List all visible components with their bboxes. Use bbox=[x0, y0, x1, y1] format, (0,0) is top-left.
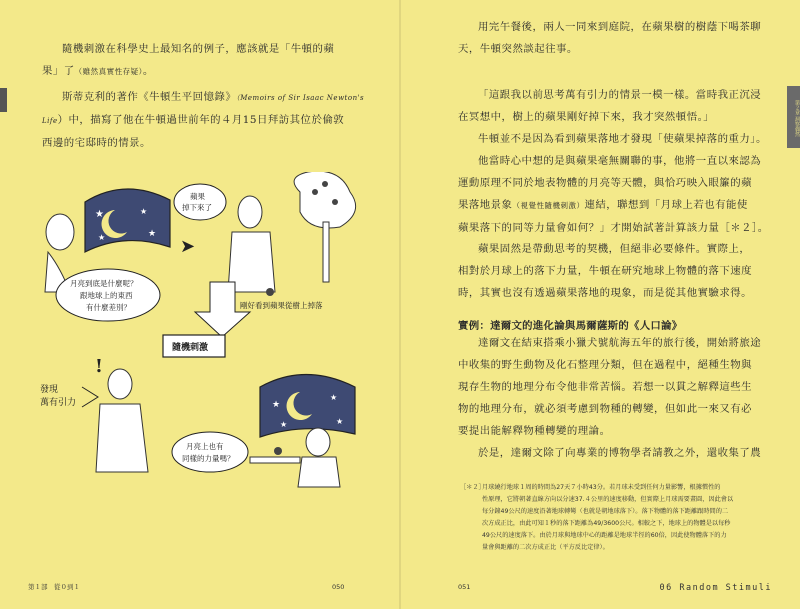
exclamation-icon: ! bbox=[95, 356, 103, 377]
right-paragraph-5: 蘋果固然是帶動思考的契機，但絕非必要條件。實際上， 相對於月球上的落下力量，牛頓在研究地球上物體的落下速度 時，其實也沒有透過蘋果落地的現象，而是從其他實驗求得。 bbox=[458, 243, 753, 299]
svg-text:隨機刺激: 隨機刺激 bbox=[172, 343, 209, 353]
left-page-number: 050 bbox=[332, 583, 345, 591]
newton-figure-discovery bbox=[108, 369, 132, 399]
left-running-section: 第１部 從０到１ bbox=[28, 583, 80, 591]
apple-icon bbox=[312, 189, 318, 195]
right-page-number: 051 bbox=[458, 583, 471, 591]
apple-tree bbox=[294, 172, 356, 228]
star-icon: ★ bbox=[140, 207, 148, 216]
footnote-label: ［＊２］ bbox=[460, 484, 485, 491]
svg-text:月亮上也有: 月亮上也有 bbox=[186, 442, 224, 451]
right-running-title: 06 Random Stimuli bbox=[659, 583, 772, 593]
star-icon: ★ bbox=[280, 420, 288, 429]
star-icon: ★ bbox=[98, 233, 106, 242]
newton-figure-left bbox=[46, 214, 74, 250]
bubble-moon bbox=[172, 432, 248, 472]
chapter-tab: 第２章 洞察偶然 bbox=[787, 86, 800, 148]
apple-icon bbox=[322, 181, 328, 187]
bubble-apple bbox=[174, 184, 226, 220]
star-icon: ★ bbox=[272, 400, 281, 410]
star-icon: ★ bbox=[148, 229, 157, 239]
svg-text:有什麼差別？: 有什麼差別？ bbox=[86, 303, 131, 312]
svg-text:跟地球上的東西: 跟地球上的東西 bbox=[80, 291, 133, 300]
newton-apple-illustration bbox=[40, 172, 390, 492]
svg-text:蘋果: 蘋果 bbox=[190, 192, 205, 201]
apple-icon bbox=[274, 447, 282, 455]
right-paragraph-4: 他當時心中想的是與蘋果毫無關聯的事，他將一直以來認為 運動原理不同於地表物體的月亮等天體，與恰巧映入眼簾的蘋 果落地景象（視覺性隨機刺激）連結，聯想到「月球上若也有能使 蘋果落下的同等力量會如何？」才開始試著計算該力量［＊２］。 bbox=[458, 155, 769, 234]
svg-text:同樣的力量嗎？: 同樣的力量嗎？ bbox=[182, 454, 235, 463]
svg-text:月亮到底是什麼呢？: 月亮到底是什麼呢？ bbox=[70, 279, 138, 288]
left-edge-tab bbox=[0, 88, 7, 112]
right-paragraph-1: 用完午餐後，兩人一同來到庭院，在蘋果樹的樹蔭下喝茶聊 天，牛頓突然談起往事。 bbox=[458, 21, 762, 55]
right-paragraph-6: 達爾文在結束搭乘小獵犬號航海五年的旅行後，開始將旅途 中收集的野生動物及化石整理分類，但在過程中，絕種生物與 現存生物的地理分布令他非常苦惱。若想一以貫之解釋這些生 物的地理分布，就必須考慮到物種的轉變，但如此一來又有必 要提出能解釋物種轉變的理論。 bbox=[458, 337, 762, 437]
night-sky-panel-top bbox=[85, 189, 170, 252]
svg-text:發現: 發現 bbox=[40, 385, 59, 395]
star-icon: ★ bbox=[95, 209, 104, 220]
apple-icon bbox=[332, 199, 338, 205]
star-icon: ★ bbox=[330, 393, 338, 402]
right-paragraph-7: 於是，達爾文除了向專業的博物學者請教之外，還收集了農 bbox=[478, 447, 762, 459]
section-heading: 實例：達爾文的進化論與馬爾薩斯的《人口論》 bbox=[458, 320, 683, 332]
svg-text:萬有引力: 萬有引力 bbox=[40, 398, 77, 408]
table bbox=[250, 457, 300, 463]
left-paragraph-1: 隨機刺激在科學史上最知名的例子，應該就是「牛頓的蘋 果」了（雖然真實性存疑）。 bbox=[42, 43, 335, 77]
footnote: ［＊２］ 月球繞行地球１周的時間為27天７小時43分。若月球未受到任何力量影響，根據慣性的 性原理，它將朝著直線方向以分速37.４公里的速度移動，但實際上月球需要畫圓，因此會以 每分鐘49公尺的速度沿著地球轉彎（也就是朝地球落下）。落下物體的落下距離跟時間的二 次方成正比，由此可知１秒的落下距離為49/3600公尺。相較之下，地球上的物體是以每秒 49公尺的速度落下。由於月球與地球中心的距離是地球半徑的60倍，因此使物體落下的力 量會與距離的二次方成正比（平方反比定律）。 bbox=[460, 484, 734, 551]
star-icon: ★ bbox=[336, 417, 344, 426]
svg-text:掉下來了: 掉下來了 bbox=[182, 203, 212, 212]
stukeley-figure bbox=[306, 428, 330, 456]
falling-apple-icon bbox=[266, 288, 274, 296]
newton-figure-tree bbox=[238, 196, 262, 228]
left-paragraph-2: 斯蒂克利的著作《牛頓生平回憶錄》（Memoirs of Sir Isaac Newton's Life）中，描寫了他在牛頓過世前年的４月15日拜訪其位於倫敦 西邊的宅邸時的情景。 bbox=[42, 91, 365, 149]
right-paragraph-3: 牛頓並不是因為看到蘋果落地才發現「使蘋果掉落的重力」。 bbox=[478, 133, 767, 145]
arrow-right-icon: ➤ bbox=[180, 236, 196, 257]
apple-caption: 剛好看到蘋果從樹上掉落 bbox=[240, 301, 323, 310]
right-quote: 「這跟我以前思考萬有引力的情景一模一樣。當時我正沉浸 在冥想中，樹上的蘋果剛好掉下來，我才突然頓悟。」 bbox=[458, 89, 762, 123]
